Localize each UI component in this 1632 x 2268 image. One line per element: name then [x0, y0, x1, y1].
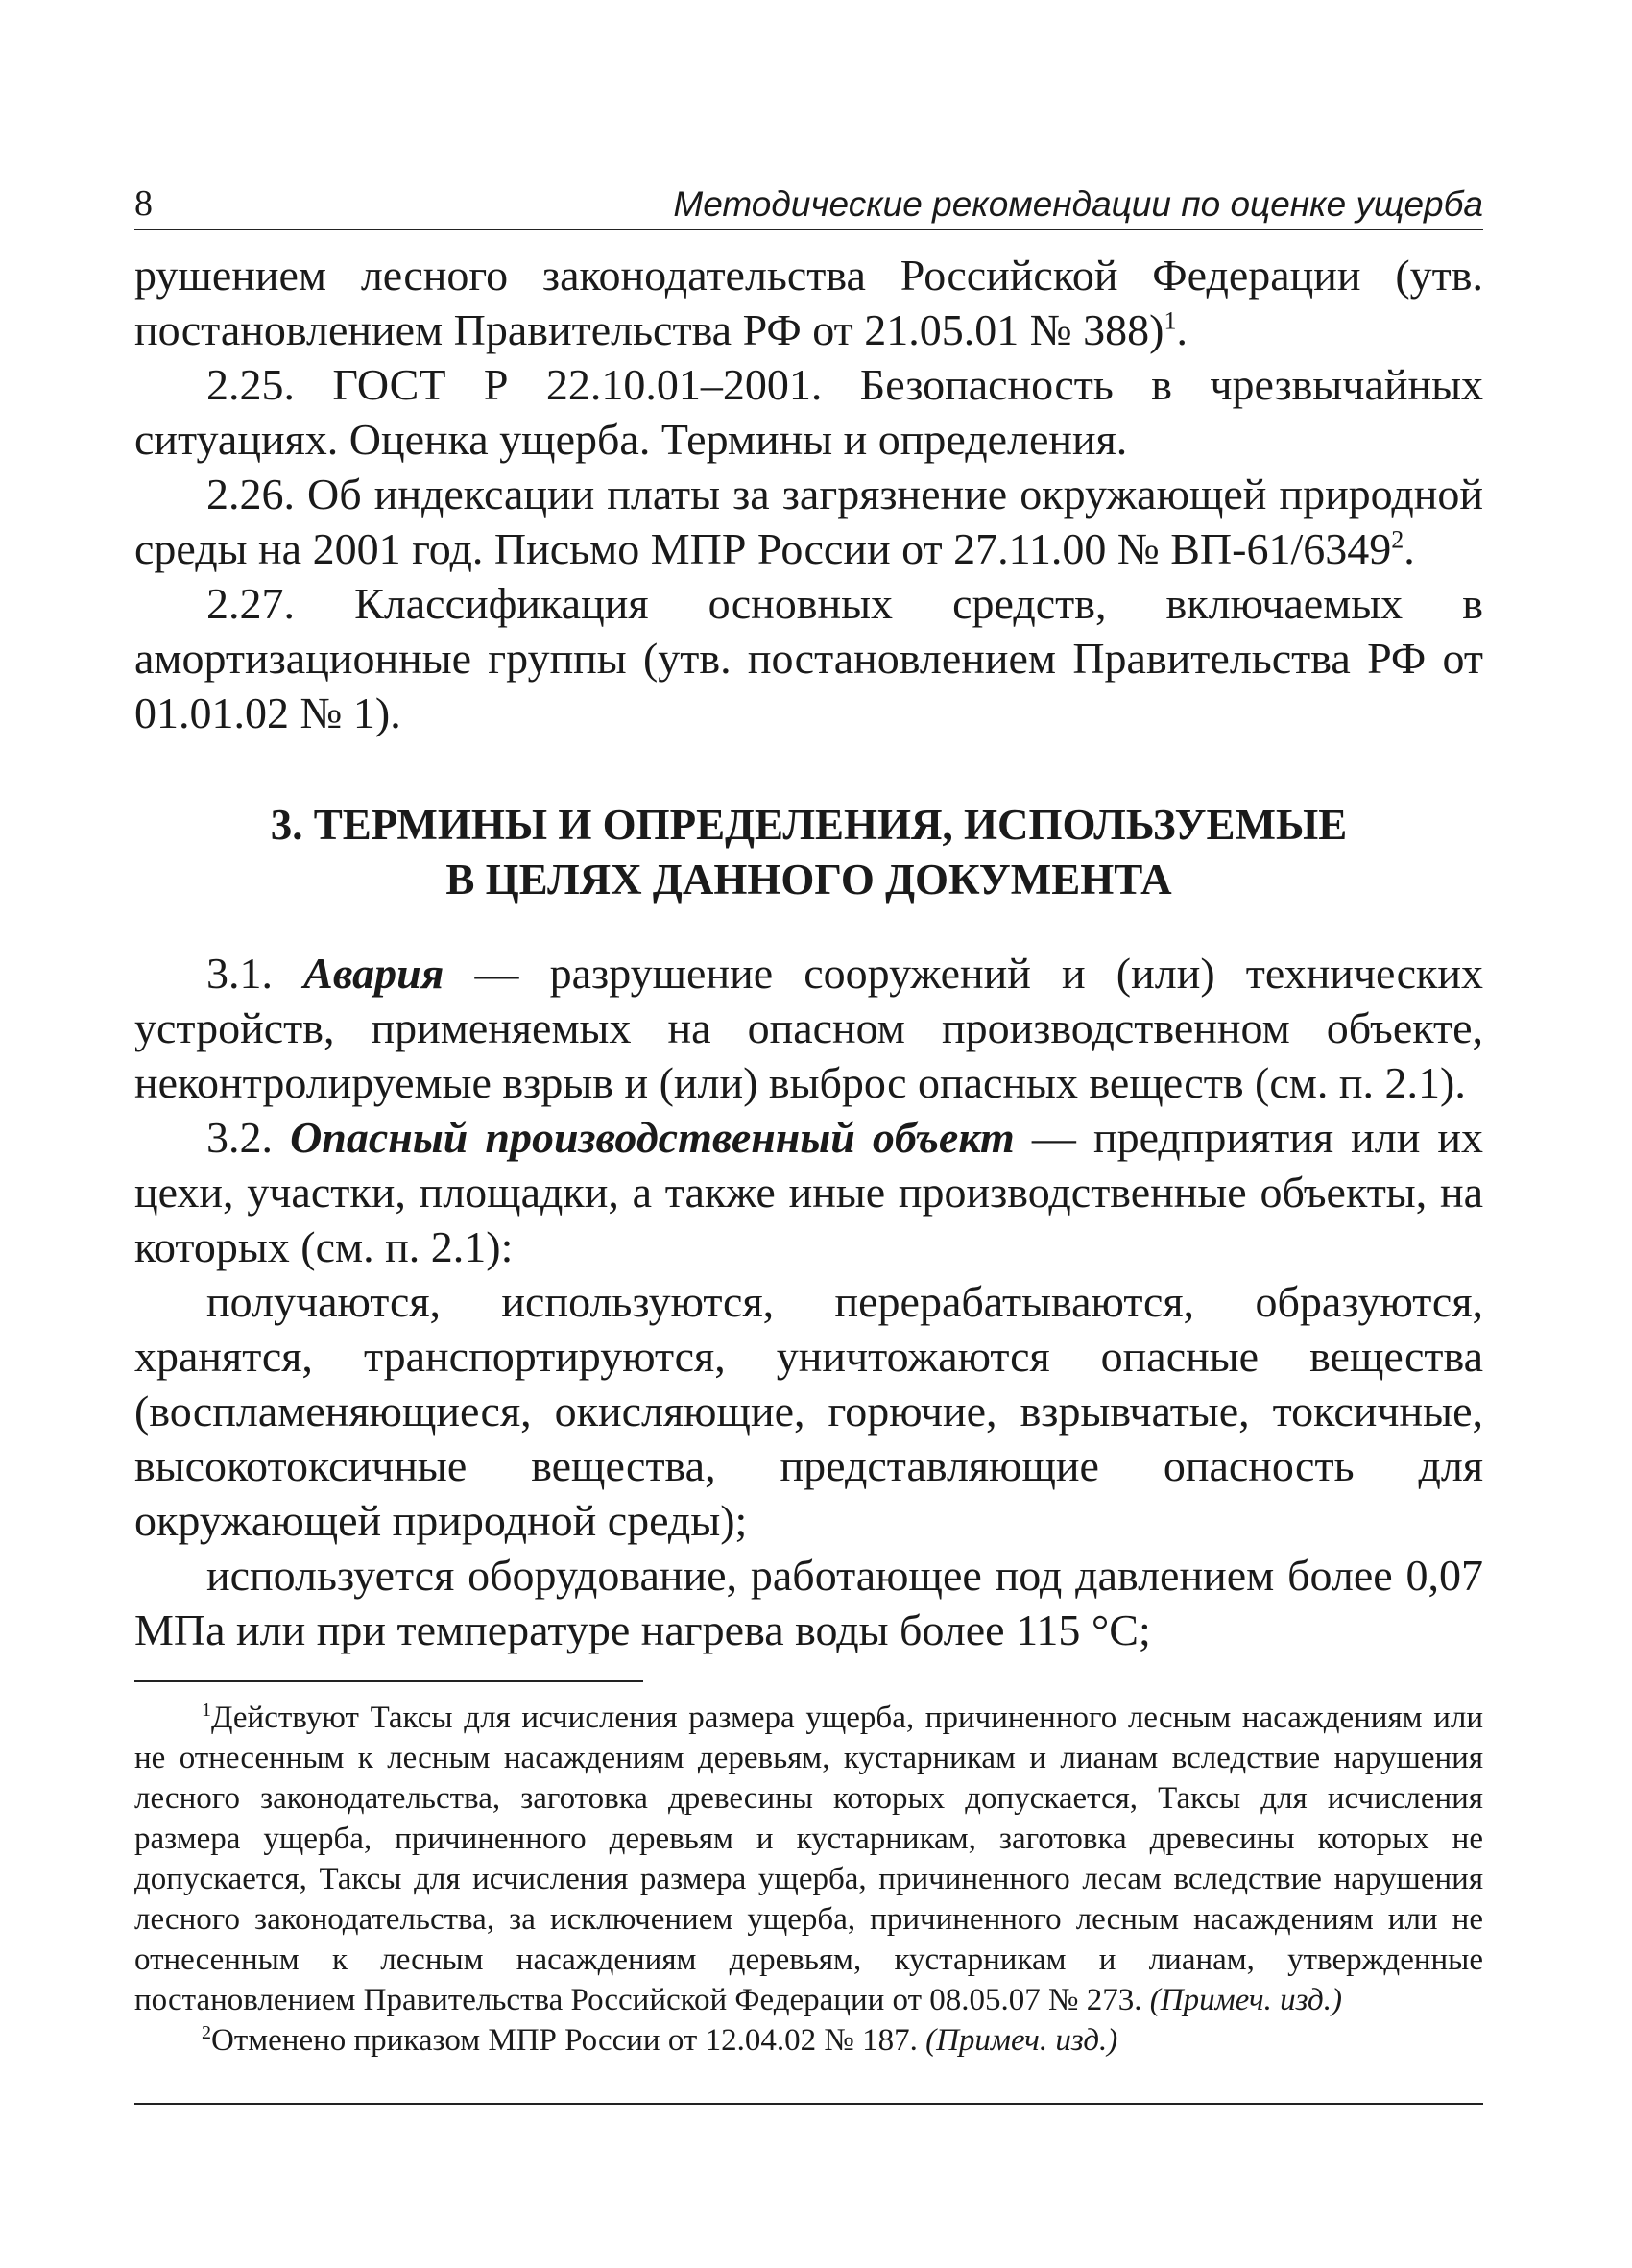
definition-text: — разрушение сооружений и (или) технических устройств, применяемых на опасном производственном объекте, неконтролируемые взрыв и (или) выброс опасных веществ (см. п. 2.1). — [134, 949, 1484, 1107]
footnote-text: Действуют Таксы для исчисления размера ущерба, причиненного лесным насаждениям или не отнесенным к лесным насаждениям деревьям, кустарникам и лианам вследствие нарушения лесного законодательства, заготовка древесины которых допускается, Таксы для исчисления размера ущерба, причиненного деревьям и кустарникам, заготовка древесины которых не допускается, Таксы для исчисления размера ущерба, причиненного лесам вследствие нарушения лесного законодательства, за исключением ущерба, причиненного лесным насаждениям или не отнесенным к лесным насаждениям деревьям, кустарникам и лианам, утвержденные постановлением Правительства Российской Федерации от 08.05.07 № 273. — [134, 1701, 1483, 2017]
term-avariya: Авария — [303, 949, 444, 998]
section-heading-line-1: 3. ТЕРМИНЫ И ОПРЕДЕЛЕНИЯ, ИСПОЛЬЗУЕМЫЕ — [270, 801, 1348, 849]
paragraph-2-25: 2.25. ГОСТ Р 22.10.01–2001. Безопасность в чрезвычайных ситуациях. Оценка ущерба. Термины и определения. — [134, 360, 1483, 464]
footnote-ref-1: 1 — [1164, 306, 1177, 335]
list-item-1: получаются, используются, перерабатываются, образуются, хранятся, транспортируются, уничтожаются опасные вещества (воспламеняющиеся, окисляющие, горючие, взрывчатые, токсичные, высокотоксичные вещества, представляющие опасность для окружающей природной среды); — [134, 1277, 1483, 1545]
paragraph-2-27: 2.27. Классификация основных средств, включаемых в амортизационные группы (утв. постановлением Правительства РФ от 01.01.02 № 1). — [134, 579, 1483, 737]
paragraph-3-1 — [134, 946, 1483, 1110]
paragraph-tail: . — [1404, 524, 1415, 573]
page-number: 8 — [134, 183, 153, 224]
paragraph-2-26 — [134, 467, 1483, 576]
editor-note: (Примеч. изд.) — [1149, 1983, 1342, 2017]
paragraph-tail: . — [1176, 305, 1188, 354]
page-header — [134, 182, 1483, 230]
footnote-separator — [134, 1680, 643, 1682]
footnote-ref-2: 2 — [1391, 525, 1404, 554]
paragraph-3-2 — [134, 1110, 1483, 1274]
footnote-2 — [134, 2020, 1483, 2061]
footnotes — [134, 1698, 1483, 2061]
footnote-mark-2: 2 — [202, 2022, 211, 2043]
term-opasnyi-obekt: Опасный производственный объект — [290, 1113, 1015, 1162]
definition-text: — предприятия или их цехи, участки, площадки, а также иные производственные объекты, на которых (см. п. 2.1): — [134, 1113, 1483, 1271]
page-bottom-rule — [134, 2103, 1483, 2105]
clause-number: 3.1. — [206, 949, 304, 998]
paragraph-text: 2.26. Об индексации платы за загрязнение окружающей природной среды на 2001 год. Письмо МПР России от 27.11.00 № ВП-61/6349 — [134, 470, 1483, 573]
paragraph-continuation — [134, 248, 1483, 357]
paragraph-text: рушением лесного законодательства Российской Федерации (утв. постановлением Правительства РФ от 21.05.01 № 388) — [134, 251, 1483, 354]
section-heading-line-2: В ЦЕЛЯХ ДАННОГО ДОКУМЕНТА — [445, 856, 1172, 904]
section-heading — [134, 798, 1483, 907]
footnote-1 — [134, 1698, 1483, 2020]
footnote-mark-1: 1 — [202, 1700, 211, 1721]
footnote-text: Отменено приказом МПР России от 12.04.02 № 187. — [211, 2023, 926, 2058]
running-title: Методические рекомендации по оценке ущерба — [673, 184, 1483, 224]
clause-number: 3.2. — [206, 1113, 291, 1162]
main-text — [134, 248, 1483, 1657]
editor-note: (Примеч. изд.) — [925, 2023, 1118, 2058]
list-item-2: используется оборудование, работающее под давлением более 0,07 МПа или при температуре нагрева воды более 115 °С; — [134, 1551, 1483, 1654]
